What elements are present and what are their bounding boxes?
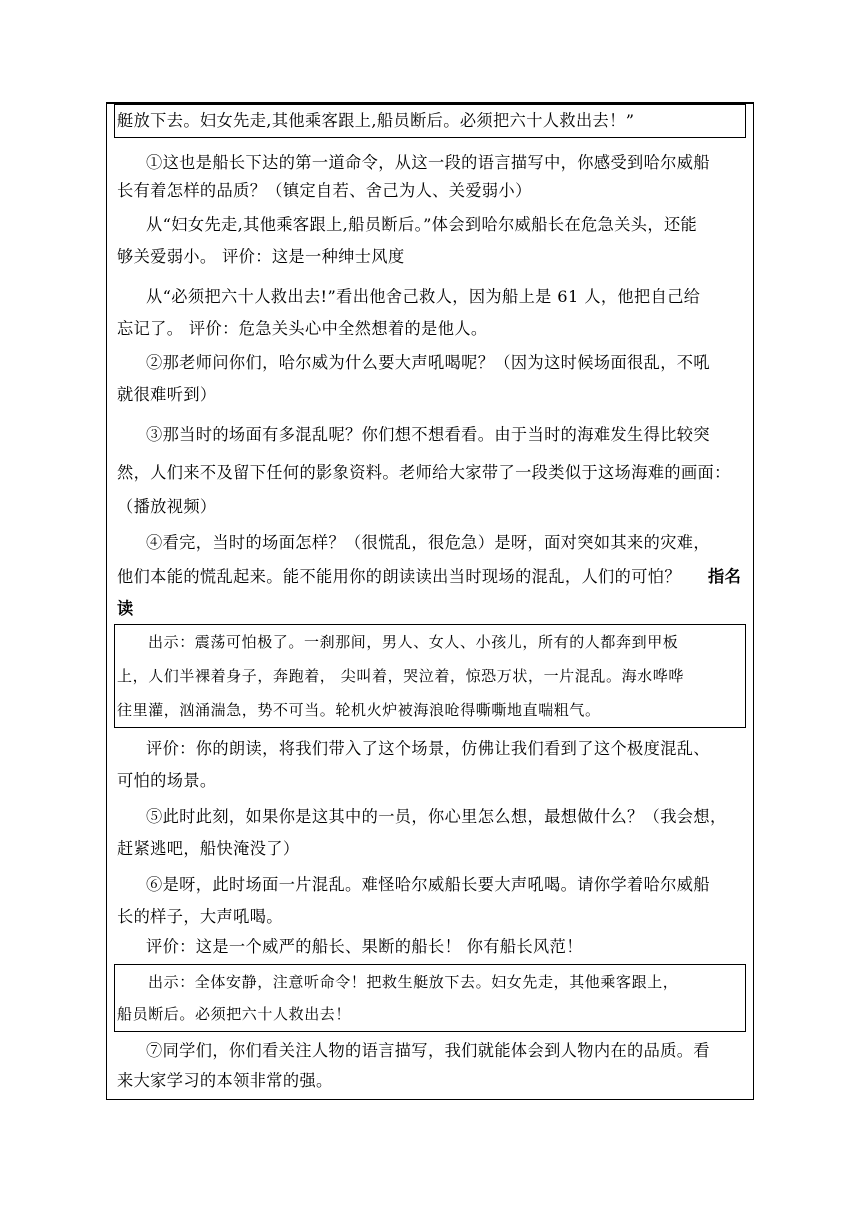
- paragraph-line: 够关爱弱小。 评价：这是一种绅士风度: [117, 247, 405, 266]
- paragraph-line: ③那当时的场面有多混乱呢？你们想不想看看。由于当时的海难发生得比较突: [146, 425, 710, 444]
- quote-line: 船员断后。必须把六十人救出去！: [117, 1005, 352, 1023]
- paragraph-line: 就很难听到）: [117, 385, 217, 404]
- paragraph-line: 从“妇女先走,其他乘客跟上,船员断后。”体会到哈尔威船长在危急关头，还能: [146, 215, 698, 234]
- quote-line: 往里灌，汹涌湍急，势不可当。轮机火炉被海浪呛得嘶嘶地直喘粗气。: [117, 701, 601, 719]
- paragraph-line: ⑦同学们，你们看关注人物的语言描写，我们就能体会到人物内在的品质。看: [146, 1041, 710, 1060]
- paragraph-line: 可怕的场景。: [117, 771, 217, 790]
- quote-line: 艇放下去。妇女先走,其他乘客跟上,船员断后。必须把六十人救出去！”: [117, 111, 635, 130]
- paragraph-line: ⑤此时此刻，如果你是这其中的一员，你心里怎么想，最想做什么？（我会想，: [146, 807, 727, 826]
- paragraph-line: 长的样子，大声吼喝。: [117, 907, 283, 926]
- paragraph-line: 评价：你的朗读，将我们带入了这个场景，仿佛让我们看到了这个极度混乱、: [146, 739, 710, 758]
- paragraph-line: 评价：这是一个威严的船长、果断的船长！ 你有船长风范！: [146, 937, 583, 956]
- quote-line: 出示：全体安静，注意听命令！把救生艇放下去。妇女先走，其他乘客跟上，: [148, 973, 679, 991]
- paragraph-line: 然，人们来不及留下任何的影象资料。老师给大家带了一段类似于这场海难的画面：: [117, 463, 731, 482]
- instruction-bold: 读: [117, 599, 134, 618]
- paragraph-line: （播放视频）: [117, 497, 217, 516]
- paragraph-line: 赶紧逃吧，船快淹没了）: [117, 839, 300, 858]
- paragraph-line: ④看完，当时的场面怎样？（很慌乱，很危急）是呀，面对突如其来的灾难，: [146, 533, 710, 552]
- paragraph-line: 长有着怎样的品质？（镇定自若、舍己为人、关爱弱小）: [117, 181, 532, 200]
- paragraph-line: ②那老师问你们，哈尔威为什么要大声吼喝呢？（因为这时候场面很乱，不吼: [146, 353, 710, 372]
- paragraph-line: 忘记了。 评价：危急关头心中全然想着的是他人。: [117, 319, 488, 338]
- paragraph-line: ⑥是呀，此时场面一片混乱。难怪哈尔威船长要大声吼喝。请你学着哈尔威船: [146, 875, 710, 894]
- quote-line: 出示：震荡可怕极了。一刹那间，男人、女人、小孩儿，所有的人都奔到甲板: [148, 633, 679, 651]
- paragraph-line: ①这也是船长下达的第一道命令，从这一段的语言描写中，你感受到哈尔威船: [146, 153, 710, 172]
- paragraph-line: 他们本能的慌乱起来。能不能用你的朗读读出当时现场的混乱，人们的可怕？: [117, 567, 681, 586]
- quote-line: 上，人们半裸着身子，奔跑着， 尖叫着，哭泣着，惊恐万状，一片混乱。海水哗哗: [117, 667, 684, 685]
- paragraph-line: 来大家学习的本领非常的强。: [117, 1071, 333, 1090]
- instruction-bold: 指名: [708, 567, 742, 586]
- paragraph-line: 从“必须把六十人救出去!”看出他舍己救人，因为船上是 61 人，他把自己给: [146, 287, 701, 306]
